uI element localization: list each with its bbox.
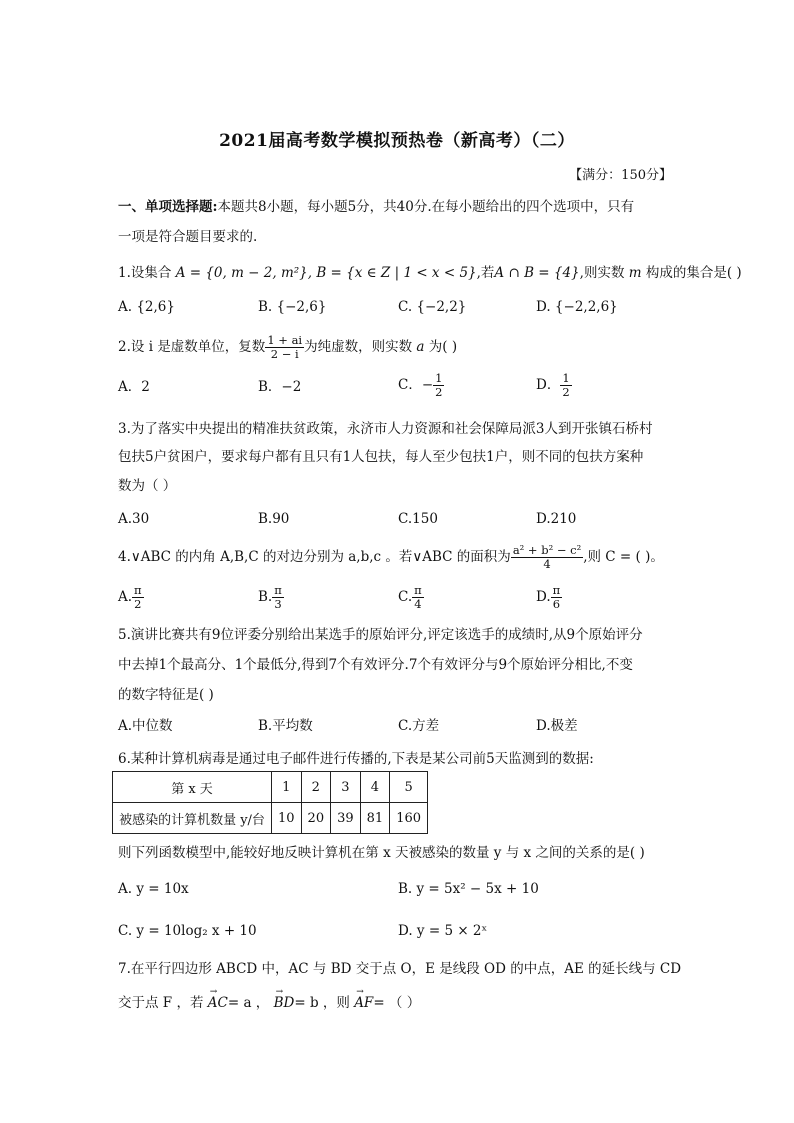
q2-option-c[interactable] xyxy=(398,372,444,399)
q4-option-d-num: π xyxy=(552,583,561,597)
q4-option-c-num: π xyxy=(414,583,422,597)
q2-stem-d: 为( ) xyxy=(428,339,458,355)
q4-option-c-label: C. xyxy=(398,589,413,605)
q7-tail: = （ ） xyxy=(373,995,421,1011)
table-row-head-count: 被感染的计算机数量 y/台 xyxy=(113,803,272,834)
q4-fraction xyxy=(511,544,583,571)
q4-option-c[interactable] xyxy=(398,584,424,611)
q3-option-a[interactable]: A.30 xyxy=(118,511,150,527)
q4-option-d-fraction xyxy=(551,584,563,611)
q4-fraction-den: 4 xyxy=(543,557,551,571)
table-row xyxy=(113,772,428,803)
q1-stem-c: ,则实数 xyxy=(579,265,625,281)
q2-fraction-den: 2 − i xyxy=(270,347,299,361)
q4-option-a[interactable] xyxy=(118,584,144,611)
q5-option-a[interactable]: A.中位数 xyxy=(118,718,173,734)
q4-option-b-num: π xyxy=(274,583,282,597)
q6-option-d[interactable]: D. y = 5 × 2ˣ xyxy=(398,923,488,939)
table-cell: 81 xyxy=(360,803,390,834)
table-cell: 10 xyxy=(272,803,302,834)
table-cell: 4 xyxy=(360,772,390,803)
q2-option-c-label: C．− xyxy=(398,377,434,393)
q7-vector-af: → AF xyxy=(354,994,373,1012)
q2-option-d[interactable] xyxy=(536,372,572,399)
q2-stem-a: 2.设 xyxy=(118,339,145,355)
q1-option-b[interactable]: B. {−2,6} xyxy=(258,299,327,315)
q2-option-d-fraction xyxy=(560,372,571,399)
q6-line-1: 6.某种计算机病毒是通过电子邮件进行传播的,下表是某公司前5天监测到的数据: xyxy=(118,751,594,767)
q3-option-c[interactable]: C.150 xyxy=(398,511,438,527)
q3-line-3: 数为（ ） xyxy=(118,478,177,494)
q4-option-a-fraction xyxy=(132,584,144,611)
q3-line-2: 包扶5户贫困户，要求每户都有且只有1人包扶，每人至少包扶1户，则不同的包扶方案种 xyxy=(118,449,644,465)
q4-option-a-label: A. xyxy=(118,589,133,605)
table-cell: 3 xyxy=(331,772,361,803)
table-row-head-day: 第 x 天 xyxy=(113,772,272,803)
q2-option-d-label: D． xyxy=(536,377,561,393)
q1-condition: A ∩ B = {4} xyxy=(494,265,580,281)
q2-stem-c: 为纯虚数，则实数 xyxy=(304,339,413,355)
q2-imag-unit: i xyxy=(148,339,154,355)
q1-stem-a: 1.设集合 xyxy=(118,265,172,281)
section-intro-text: 本题共8小题，每小题5分，共40分.在每小题给出的四个选项中，只有 xyxy=(217,199,635,215)
score-label: 【满分：150分】 xyxy=(569,168,672,183)
q3-line-1: 3.为了落实中央提出的精准扶贫政策，永济市人力资源和社会保障局派3人到开张镇石桥村 xyxy=(118,421,653,437)
q5-line-2: 中去掉1个最高分、1个最低分,得到7个有效评分.7个有效评分与9个原始评分相比,不变 xyxy=(118,657,633,673)
q4-option-d[interactable] xyxy=(536,584,562,611)
section-intro-line2: 一项是符合题目要求的. xyxy=(118,229,258,245)
table-cell: 39 xyxy=(331,803,361,834)
q1-set-definition: A = {0, m − 2, m²}, B = {x ∈ Z | 1 < x < 5} xyxy=(175,265,477,281)
q1-stem-d: 构成的集合是( ) xyxy=(645,265,742,281)
q1-option-c[interactable]: C. {−2,2} xyxy=(398,299,467,315)
q5-line-1: 5.演讲比赛共有9位评委分别给出某选手的原始评分,评定该选手的成绩时,从9个原始评分 xyxy=(118,627,643,643)
q7-line-1: 7.在平行四边形 ABCD 中，AC 与 BD 交于点 O，E 是线段 OD 的中点，AE 的延长线与 CD xyxy=(118,961,682,977)
section-heading: 一、单项选择题: xyxy=(118,199,218,215)
q6-option-c[interactable]: C. y = 10log₂ x + 10 xyxy=(118,923,257,939)
q7-vector-ac: → AC xyxy=(208,994,228,1012)
q4-option-c-fraction xyxy=(412,584,424,611)
q1-variable: m xyxy=(628,265,642,281)
q7-stem-a: 交于点 F ，若 xyxy=(118,995,204,1011)
q3-option-b[interactable]: B.90 xyxy=(258,511,290,527)
q2-option-a[interactable]: A．2 xyxy=(118,379,150,395)
q5-option-c[interactable]: C.方差 xyxy=(398,718,440,734)
q5-option-d[interactable]: D.极差 xyxy=(536,718,578,734)
question-1 xyxy=(118,264,742,282)
q4-option-b-den: 3 xyxy=(274,597,282,611)
q7-vector-bd: → BD xyxy=(274,994,295,1012)
q2-stem-b: 是虚数单位，复数 xyxy=(157,339,266,355)
q5-option-b[interactable]: B.平均数 xyxy=(258,718,313,734)
q2-variable: a xyxy=(416,339,425,355)
q2-option-c-num: 1 xyxy=(435,371,443,385)
q4-option-b-fraction xyxy=(272,584,284,611)
question-2 xyxy=(118,334,457,361)
q4-option-d-den: 6 xyxy=(552,597,561,611)
q4-option-d-label: D. xyxy=(536,589,551,605)
q2-option-d-num: 1 xyxy=(562,371,570,385)
table-cell: 2 xyxy=(301,772,331,803)
page-title: 2021届高考数学模拟预热卷（新高考）（二） xyxy=(219,131,575,151)
q6-option-b[interactable]: B. y = 5x² − 5x + 10 xyxy=(398,881,539,897)
q2-option-c-fraction xyxy=(433,372,444,399)
q4-fraction-num: a² + b² − c² xyxy=(512,543,582,557)
q1-option-d[interactable]: D. {−2,2,6} xyxy=(536,299,618,315)
section-intro xyxy=(118,198,634,216)
table-cell: 5 xyxy=(390,772,428,803)
q2-option-b[interactable]: B．−2 xyxy=(258,379,302,395)
q1-option-a[interactable]: A. {2,6} xyxy=(118,299,175,315)
q7-eq-a: = a ， xyxy=(227,995,270,1011)
q4-option-b[interactable] xyxy=(258,584,284,611)
q2-option-c-den: 2 xyxy=(435,385,443,399)
q6-option-a[interactable]: A. y = 10x xyxy=(118,881,189,897)
q4-stem-b: ,则 C = ( )。 xyxy=(583,549,664,565)
q5-line-3: 的数字特征是( ) xyxy=(118,687,214,703)
table-cell: 20 xyxy=(301,803,331,834)
q2-fraction-num: 1 + ai xyxy=(267,333,303,347)
q4-stem-a: 4.∨ABC 的内角 A,B,C 的对边分别为 a,b,c 。若∨ABC 的面积为 xyxy=(118,549,511,565)
table-cell: 160 xyxy=(390,803,428,834)
q1-stem-b: ,若 xyxy=(476,265,495,281)
infection-table xyxy=(112,771,428,834)
q4-option-a-num: π xyxy=(134,583,142,597)
q6-line-2: 则下列函数模型中,能较好地反映计算机在第 x 天被感染的数量 y 与 x 之间的关系的是( ) xyxy=(118,845,645,861)
q4-option-c-den: 4 xyxy=(414,597,422,611)
q3-option-d[interactable]: D.210 xyxy=(536,511,577,527)
q4-option-a-den: 2 xyxy=(134,597,142,611)
q7-eq-b: = b ，则 xyxy=(294,995,350,1011)
table-row xyxy=(113,803,428,834)
q2-option-d-den: 2 xyxy=(562,385,570,399)
question-7-line-2 xyxy=(118,994,420,1012)
q2-fraction xyxy=(265,334,304,361)
question-4 xyxy=(118,544,664,571)
q4-option-b-label: B. xyxy=(258,589,273,605)
table-cell: 1 xyxy=(272,772,302,803)
